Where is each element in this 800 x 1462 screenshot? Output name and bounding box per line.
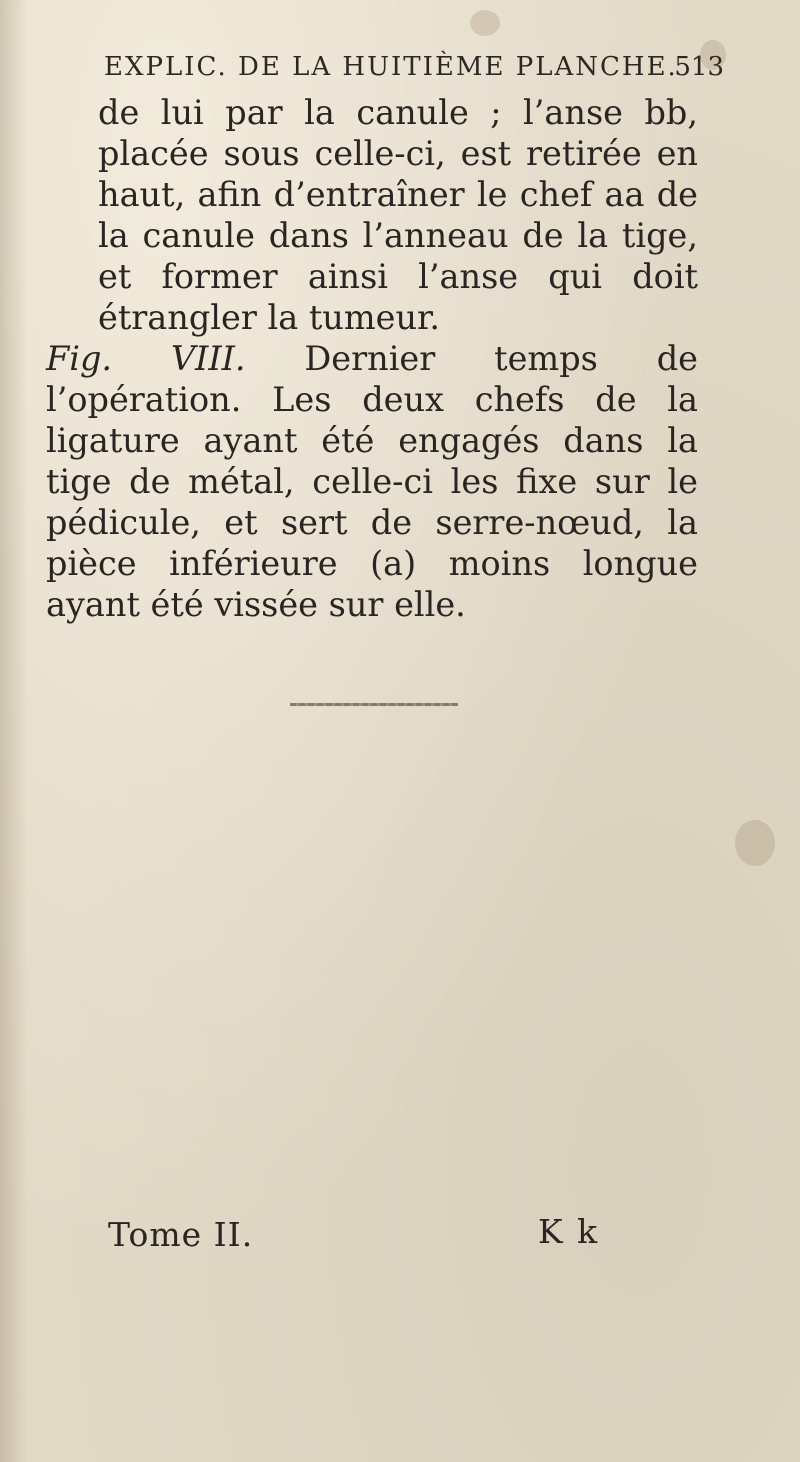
paragraph-continuation: de lui par la canule ; l’anse bb, placée sous celle-ci, est retirée en haut, afin d’entraîner le chef aa de la canule dans l’anneau de la tige, et former ainsi l’anse qui doit étrangler la tumeur. [98, 93, 698, 337]
body-text [46, 92, 698, 625]
printer-signature: K k [538, 1212, 600, 1251]
figure-description: Dernier temps de l’opération. Les deux chefs de la ligature ayant été engagés dans la tige de métal, celle-ci les fixe sur le pédicule, et sert de serre-nœud, la pièce inférieure (a) moins longue ayant été vissée sur elle. [46, 339, 698, 624]
running-head-title: EXPLIC. DE LA HUITIÈME PLANCHE. [104, 52, 678, 82]
tome-label: Tome II. [108, 1215, 254, 1254]
figure-number: VIII. [170, 339, 246, 378]
page-number: 513 [674, 52, 724, 82]
foxing-spot [735, 820, 775, 866]
foxing-spot [470, 10, 500, 36]
running-head [104, 52, 724, 82]
page-edge-shadow [0, 0, 28, 1462]
paragraph-fig-viii [46, 338, 698, 625]
section-rule [290, 703, 458, 706]
figure-label: Fig. [46, 339, 113, 378]
